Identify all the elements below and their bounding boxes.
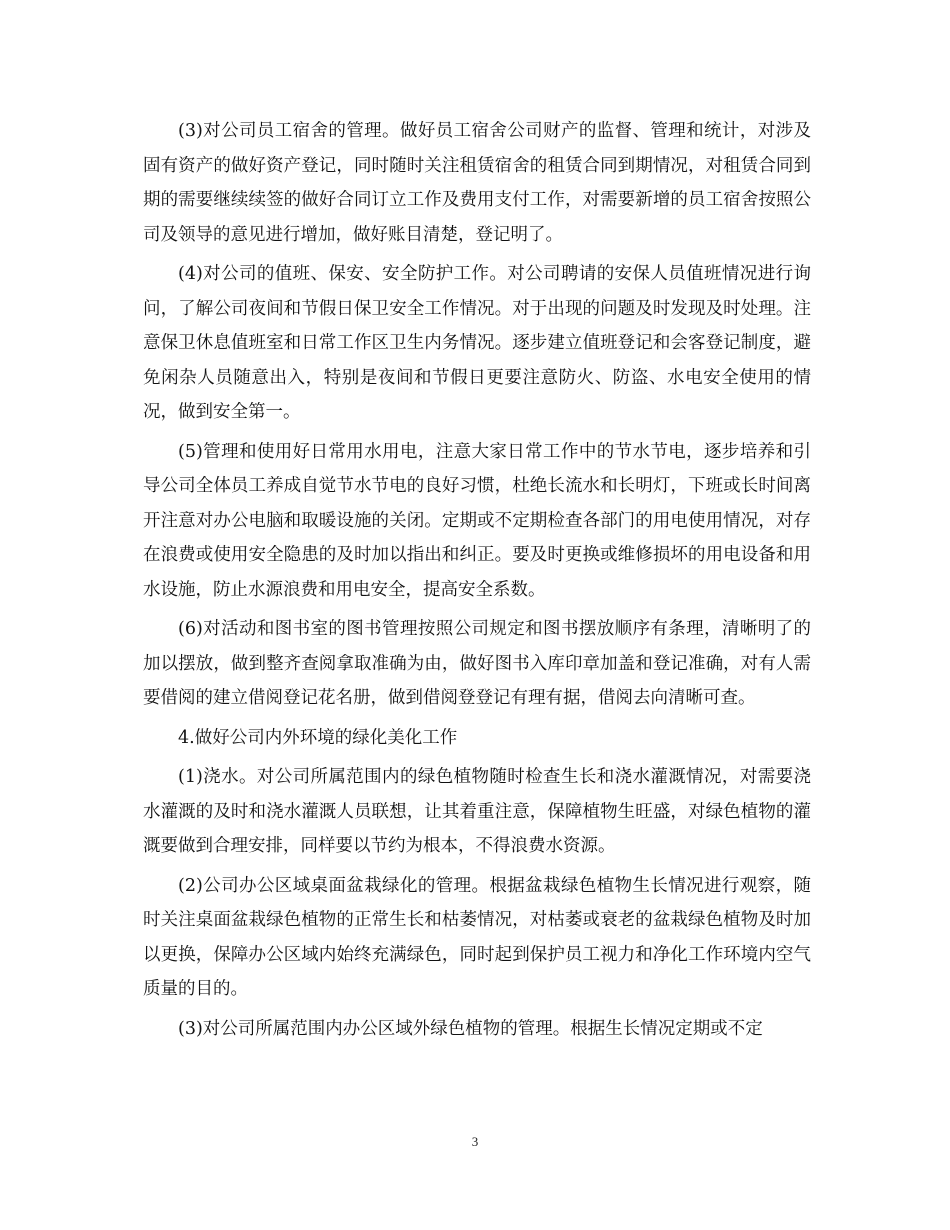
paragraph-watering: (1)浇水。对公司所属范围内的绿色植物随时检查生长和浇水灌溉情况，对需要浇水灌溉的及时和浇水灌溉人员联想，让其着重注意，保障植物生旺盛，对绿色植物的灌溉要做到合理安排，同样要以节约为根本，不得浪费水资源。 bbox=[143, 767, 811, 856]
paragraph-dormitory-management: (3)对公司员工宿舍的管理。做好员工宿舍公司财产的监督、管理和统计，对涉及固有资产的做好资产登记，同时随时关注租赁宿舍的租赁合同到期情况，对租赁合同到期的需要继续续签的做好合同订立工作及费用支付工作，对需要新增的员工宿舍按照公司及领导的意见进行增加，做好账目清楚，登记明了。 bbox=[143, 121, 811, 245]
paragraph-library-management: (6)对活动和图书室的图书管理按照公司规定和图书摆放顺序有条理，清晰明了的加以摆放，做到整齐查阅拿取准确为由，做好图书入库印章加盖和登记准确，对有人需要借阅的建立借阅登记花名册，做到借阅登登记有理有据，借阅去向清晰可查。 bbox=[143, 619, 811, 708]
document-body bbox=[143, 114, 811, 1051]
paragraph-desktop-plants: (2)公司办公区域桌面盆栽绿化的管理。根据盆栽绿色植物生长情况进行观察，随时关注桌面盆栽绿色植物的正常生长和枯萎情况，对枯萎或衰老的盆栽绿色植物及时加以更换，保障办公区域内始终充满绿色，同时起到保护员工视力和净化工作环境内空气质量的目的。 bbox=[143, 875, 811, 999]
paragraph-outdoor-plants: (3)对公司所属范围内办公区域外绿色植物的管理。根据生长情况定期或不定 bbox=[178, 1018, 763, 1039]
paragraph-water-electricity: (5)管理和使用好日常用水用电，注意大家日常工作中的节水节电，逐步培养和引导公司全体员工养成自觉节水节电的良好习惯，杜绝长流水和长明灯，下班或长时间离开注意对办公电脑和取暖设施的关闭。定期或不定期检查各部门的用电使用情况，对存在浪费或使用安全隐患的及时加以指出和纠正。要及时更换或维修损坏的用电设备和用水设施，防止水源浪费和用电安全，提高安全系数。 bbox=[143, 441, 811, 600]
paragraph-security-duty: (4)对公司的值班、保安、安全防护工作。对公司聘请的安保人员值班情况进行询问，了解公司夜间和节假日保卫安全工作情况。对于出现的问题及时发现及时处理。注意保卫休息值班室和日常工作区卫生内务情况。逐步建立值班登记和会客登记制度，避免闲杂人员随意出入，特别是夜间和节假日更要注意防火、防盗、水电安全使用的情况，做到安全第一。 bbox=[143, 264, 811, 422]
section-heading-greening: 4.做好公司内外环境的绿化美化工作 bbox=[178, 727, 458, 748]
page-number: 3 bbox=[471, 1134, 479, 1149]
